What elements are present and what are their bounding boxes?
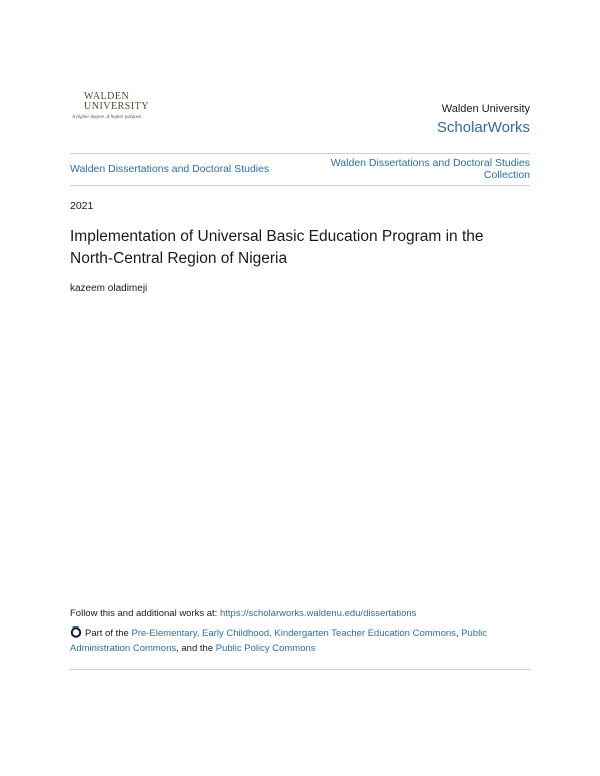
dissertations-url-link[interactable]: https://scholarworks.waldenu.edu/dissertations <box>219 608 417 619</box>
logo-line1: WALDEN <box>84 91 130 102</box>
series-link-left[interactable]: Walden Dissertations and Doctoral Studies <box>70 163 270 175</box>
commons-link-public-policy[interactable]: Public Policy Commons <box>215 643 316 654</box>
series-link-right[interactable]: Walden Dissertations and Doctoral Studies Collection <box>330 157 530 181</box>
open-access-icon <box>70 626 82 638</box>
follow-line <box>70 608 416 619</box>
publication-year: 2021 <box>70 200 94 212</box>
logo-line2: UNIVERSITY <box>84 101 149 112</box>
divider-middle <box>70 185 530 186</box>
divider-bottom <box>70 669 530 670</box>
scholarworks-link[interactable]: ScholarWorks <box>436 119 530 136</box>
and-the-text: , and the <box>176 643 216 654</box>
commons-link-early-childhood[interactable]: Pre-Elementary, Early Childhood, Kindergarten Teacher Education Commons <box>131 628 456 639</box>
logo-tagline: A higher degree. A higher purpose. <box>72 115 143 120</box>
follow-prefix: Follow this and additional works at: <box>70 608 220 619</box>
commons-link-public-administration[interactable]: Public Administration Commons <box>70 628 488 654</box>
walden-university-logo <box>72 92 162 126</box>
part-of-line <box>70 626 530 656</box>
institution-name: Walden University <box>441 103 530 115</box>
author-name: kazeem oladimeji <box>70 283 148 294</box>
divider-top <box>70 153 530 154</box>
separator-comma: , <box>455 628 462 639</box>
part-of-prefix: Part of the <box>85 628 132 639</box>
document-title: Implementation of Universal Basic Education Program in the North-Central Region of Nigeria <box>70 228 484 267</box>
